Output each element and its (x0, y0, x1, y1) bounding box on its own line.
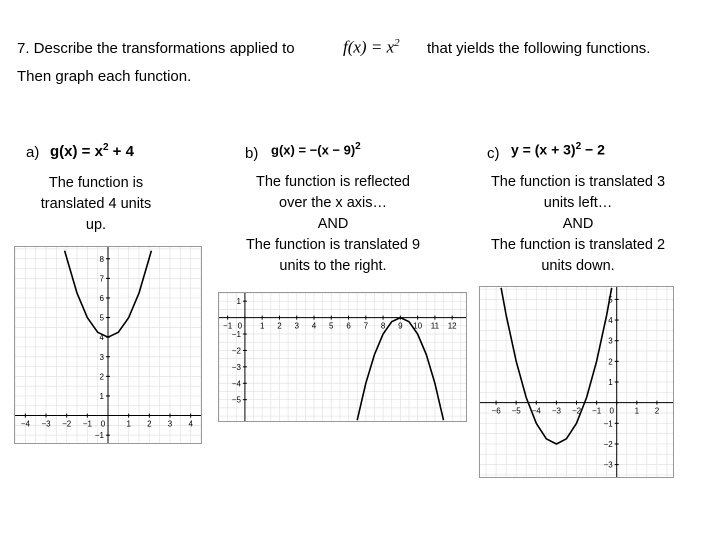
parent-function-base: f(x) = x (343, 37, 395, 57)
parent-function (343, 37, 400, 58)
x-tick-label: −5 (511, 406, 521, 416)
part-b-function-exponent: 2 (355, 141, 361, 152)
part-c-desc-line: AND (562, 216, 594, 232)
y-tick-label: 5 (608, 295, 613, 305)
x-tick-label: −1 (82, 419, 92, 429)
x-tick-label: 11 (430, 321, 440, 331)
y-tick-label: 2 (608, 357, 613, 367)
part-a-desc-line: translated 4 units (40, 196, 152, 212)
graph-a (14, 246, 202, 444)
y-tick-label: 7 (99, 274, 104, 284)
part-b-desc-line: The function is reflected (256, 174, 410, 190)
graph-c (479, 286, 674, 478)
x-tick-label: 4 (311, 321, 317, 331)
x-tick-label: 0 (237, 321, 243, 331)
x-tick-label: 2 (277, 321, 282, 331)
y-tick-label: −4 (231, 379, 241, 389)
x-tick-label: −2 (571, 406, 582, 416)
x-tick-label: 6 (346, 321, 351, 331)
x-tick-label: −6 (491, 406, 501, 416)
part-c-description (468, 172, 688, 277)
x-tick-label: 0 (609, 406, 614, 416)
x-tick-label: 8 (380, 321, 386, 331)
x-tick-label: 12 (447, 321, 457, 331)
part-a-function-exponent: 2 (102, 142, 109, 153)
y-tick-label: 8 (99, 254, 104, 264)
part-b-letter: b) (245, 145, 259, 162)
parent-function-exponent: 2 (394, 37, 400, 49)
part-a-description (18, 173, 174, 236)
part-a-desc-line: The function is (48, 175, 144, 191)
x-tick-label: 2 (147, 419, 152, 429)
part-a-function-tail: + 4 (108, 143, 134, 160)
part-b-desc-line: AND (317, 216, 349, 232)
x-tick-label: 3 (294, 321, 299, 331)
graph-a-svg (15, 247, 201, 443)
part-c-function-base: y = (x + 3) (511, 141, 576, 158)
part-a-letter: a) (26, 144, 40, 161)
y-tick-label: −5 (231, 395, 241, 405)
y-tick-label: 2 (99, 372, 104, 382)
y-tick-label: −1 (231, 330, 241, 340)
graph-b (218, 292, 467, 422)
x-tick-label: −1 (223, 321, 233, 331)
y-tick-label: −2 (603, 439, 613, 449)
y-tick-label: −3 (603, 460, 613, 470)
part-c-desc-line: units down. (541, 258, 615, 274)
question-suffix: that yields the following functions. (427, 40, 651, 57)
part-c-function-tail: − 2 (581, 141, 605, 158)
part-c-letter: c) (487, 145, 500, 162)
x-tick-label: 7 (363, 321, 369, 331)
x-tick-label: 2 (654, 406, 660, 416)
y-tick-label: 1 (99, 391, 104, 401)
x-tick-label: 1 (126, 419, 131, 429)
x-tick-label: 10 (413, 321, 423, 331)
x-tick-label: 4 (188, 419, 193, 429)
part-b-function-base: g(x) = −(x − 9) (271, 142, 356, 158)
y-tick-label: −1 (603, 419, 613, 429)
graph-b-svg (219, 293, 466, 421)
y-tick-label: 3 (608, 336, 613, 346)
y-tick-label: −3 (231, 362, 241, 372)
x-tick-label: 9 (398, 321, 403, 331)
graph-c-svg (480, 287, 673, 477)
part-a-desc-line: up. (85, 217, 107, 233)
y-tick-label: 1 (236, 297, 241, 307)
x-tick-label: 1 (634, 406, 640, 416)
part-a-function (50, 142, 134, 160)
y-tick-label: −2 (231, 346, 241, 356)
part-c-desc-line: The function is translated 2 (490, 237, 666, 253)
x-tick-label: 5 (329, 321, 334, 331)
part-b-description (222, 172, 444, 277)
x-tick-label: −3 (551, 406, 561, 416)
y-tick-label: 5 (99, 313, 104, 323)
y-tick-label: −1 (94, 431, 104, 441)
x-tick-label: 1 (259, 321, 265, 331)
part-c-function-exponent: 2 (575, 141, 582, 152)
part-a-function-base: g(x) = x (50, 143, 103, 160)
x-tick-label: 0 (100, 419, 106, 429)
part-c-desc-line: The function is translated 3 (490, 174, 666, 190)
y-tick-label: 4 (99, 333, 104, 343)
x-tick-label: 3 (167, 419, 173, 429)
x-tick-label: −4 (20, 419, 30, 429)
part-b-function (271, 141, 361, 157)
x-tick-label: −1 (592, 406, 602, 416)
y-tick-label: 3 (99, 352, 104, 362)
part-c-function (511, 141, 605, 158)
x-tick-label: −2 (62, 419, 72, 429)
part-b-desc-line: The function is translated 9 (245, 237, 421, 253)
part-c-desc-line: units left… (543, 195, 613, 211)
part-b-desc-line: units to the right. (279, 258, 387, 274)
y-tick-label: 4 (608, 316, 613, 326)
x-tick-label: −4 (531, 406, 541, 416)
part-b-desc-line: over the x axis… (279, 195, 387, 211)
y-tick-label: 1 (608, 378, 613, 387)
x-tick-label: −3 (41, 419, 51, 429)
y-tick-label: 6 (99, 293, 104, 303)
question-line2: Then graph each function. (17, 68, 192, 85)
question-prefix: 7. Describe the transformations applied to (17, 40, 295, 57)
